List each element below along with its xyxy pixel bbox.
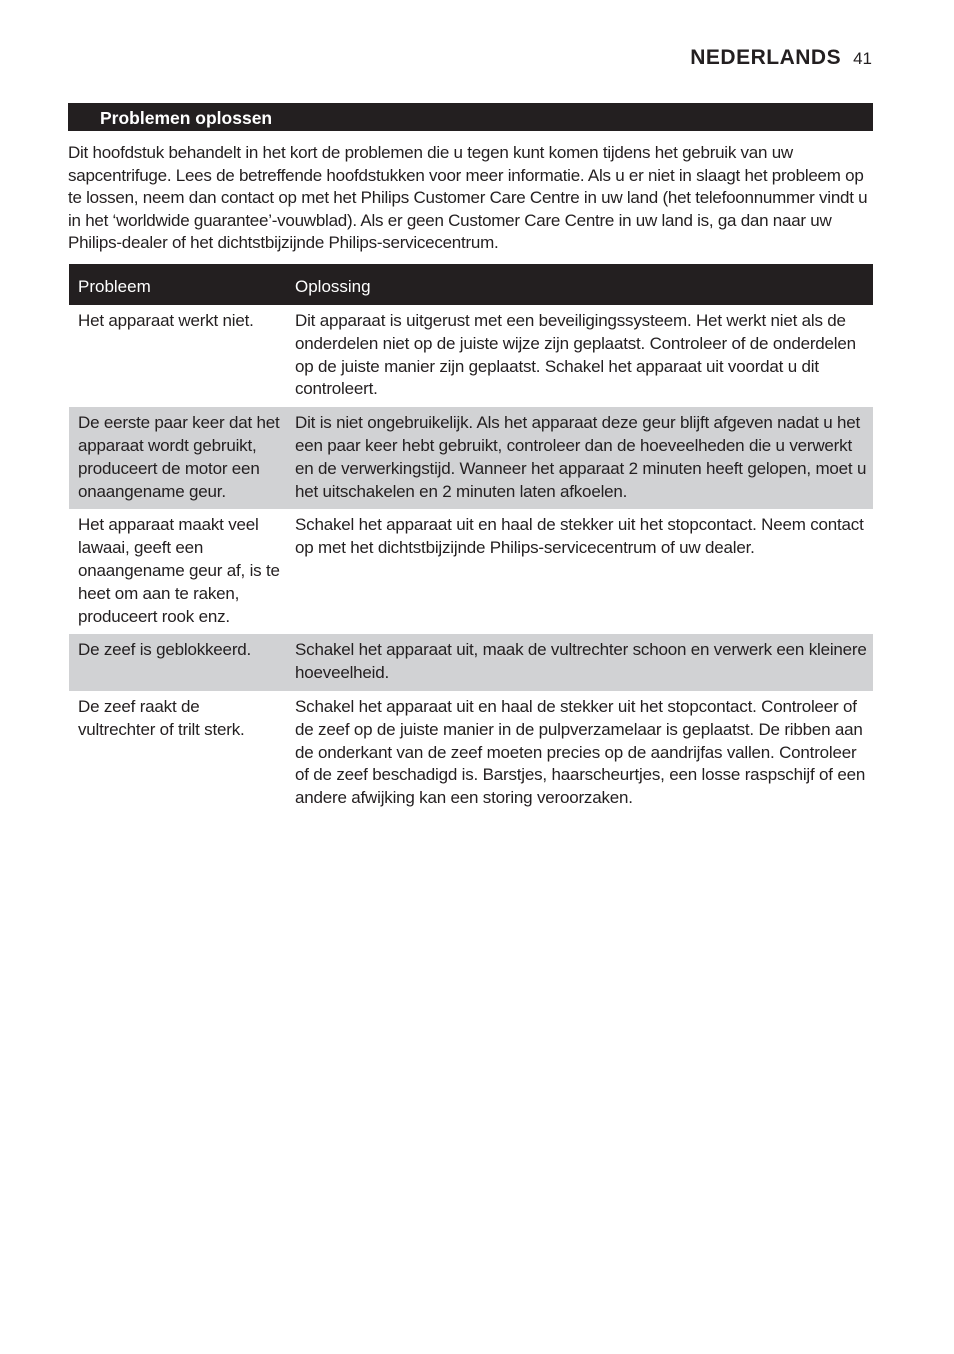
section-title: Problemen oplossen [100, 108, 273, 128]
problem-cell: De zeef raakt de vultrechter of trilt sterk. [78, 696, 245, 739]
table-row [69, 691, 873, 816]
problem-cell: Het apparaat werkt niet. [78, 311, 254, 330]
language-heading: NEDERLANDS [690, 46, 842, 69]
column-header-solution: Oplossing [286, 264, 873, 305]
problem-cell: De zeef is geblokkeerd. [69, 634, 286, 691]
table-row [69, 407, 873, 509]
page-number: 41 [853, 49, 872, 68]
intro-paragraph: Dit hoofdstuk behandelt in het kort de problemen die u tegen kunt komen tijdens het gebruik van uw sapcentrifuge. Lees de betreffende hoofdstukken voor meer informatie. Als u er niet in slaagt het probleem op te lossen, neem dan contact op met het Philips Customer Care Centre in uw land (het telefoonnummer vindt u in het ‘worldwide guarantee’-vouwblad). Als er geen Customer Care Centre in uw land is, ga dan naar uw Philips-dealer of het dichtstbijzijnde Philips-servicecentrum. [68, 143, 868, 252]
table-header-row [69, 264, 873, 305]
column-header-problem: Probleem [69, 264, 286, 305]
solution-cell: Dit apparaat is uitgerust met een beveiligingssysteem. Het werkt niet als de onderdelen niet op de juiste wijze zijn geplaatst. Controleer of de onderdelen op de juiste manier zijn geplaatst. Schakel het apparaat uit voordat u dit controleert. [295, 311, 856, 399]
solution-cell: Dit is niet ongebruikelijk. Als het apparaat deze geur blijft afgeven nadat u het een paar keer hebt gebruikt, controleer dan de hoeveelheden die u verwerkt en de verwerkingstijd. Wanneer het apparaat 2 minuten heeft gelopen, moet u het uitschakelen en 2 minuten laten afkoelen. [286, 407, 873, 509]
table-row [69, 509, 873, 634]
problem-cell: De eerste paar keer dat het apparaat wordt gebruikt, produceert de motor een onaangename geur. [69, 407, 286, 509]
solution-cell: Schakel het apparaat uit en haal de stekker uit het stopcontact. Controleer of de zeef op de juiste manier in de pulpverzamelaar is geplaatst. De ribben aan de onderkant van de zeef moeten precies op de aandrijfas vallen. Controleer of de zeef beschadigd is. Barstjes, haarscheurtjes, een losse raspschijf of een andere afwijking kan een storing veroorzaken. [295, 696, 866, 808]
problem-cell: Het apparaat maakt veel lawaai, geeft een onaangename geur af, is te heet om aan te raken, produceert rook enz. [78, 515, 280, 626]
solution-cell: Schakel het apparaat uit en haal de stekker uit het stopcontact. Neem contact op met het dichtstbijzijnde Philips-servicecentrum of uw dealer. [295, 515, 864, 558]
table-row [69, 634, 873, 691]
table-row [69, 305, 873, 407]
troubleshooting-table [69, 264, 873, 816]
page-header [690, 46, 872, 70]
solution-cell: Schakel het apparaat uit, maak de vultrechter schoon en verwerk een kleinere hoeveelheid. [286, 634, 873, 691]
section-title-bar [68, 103, 873, 131]
